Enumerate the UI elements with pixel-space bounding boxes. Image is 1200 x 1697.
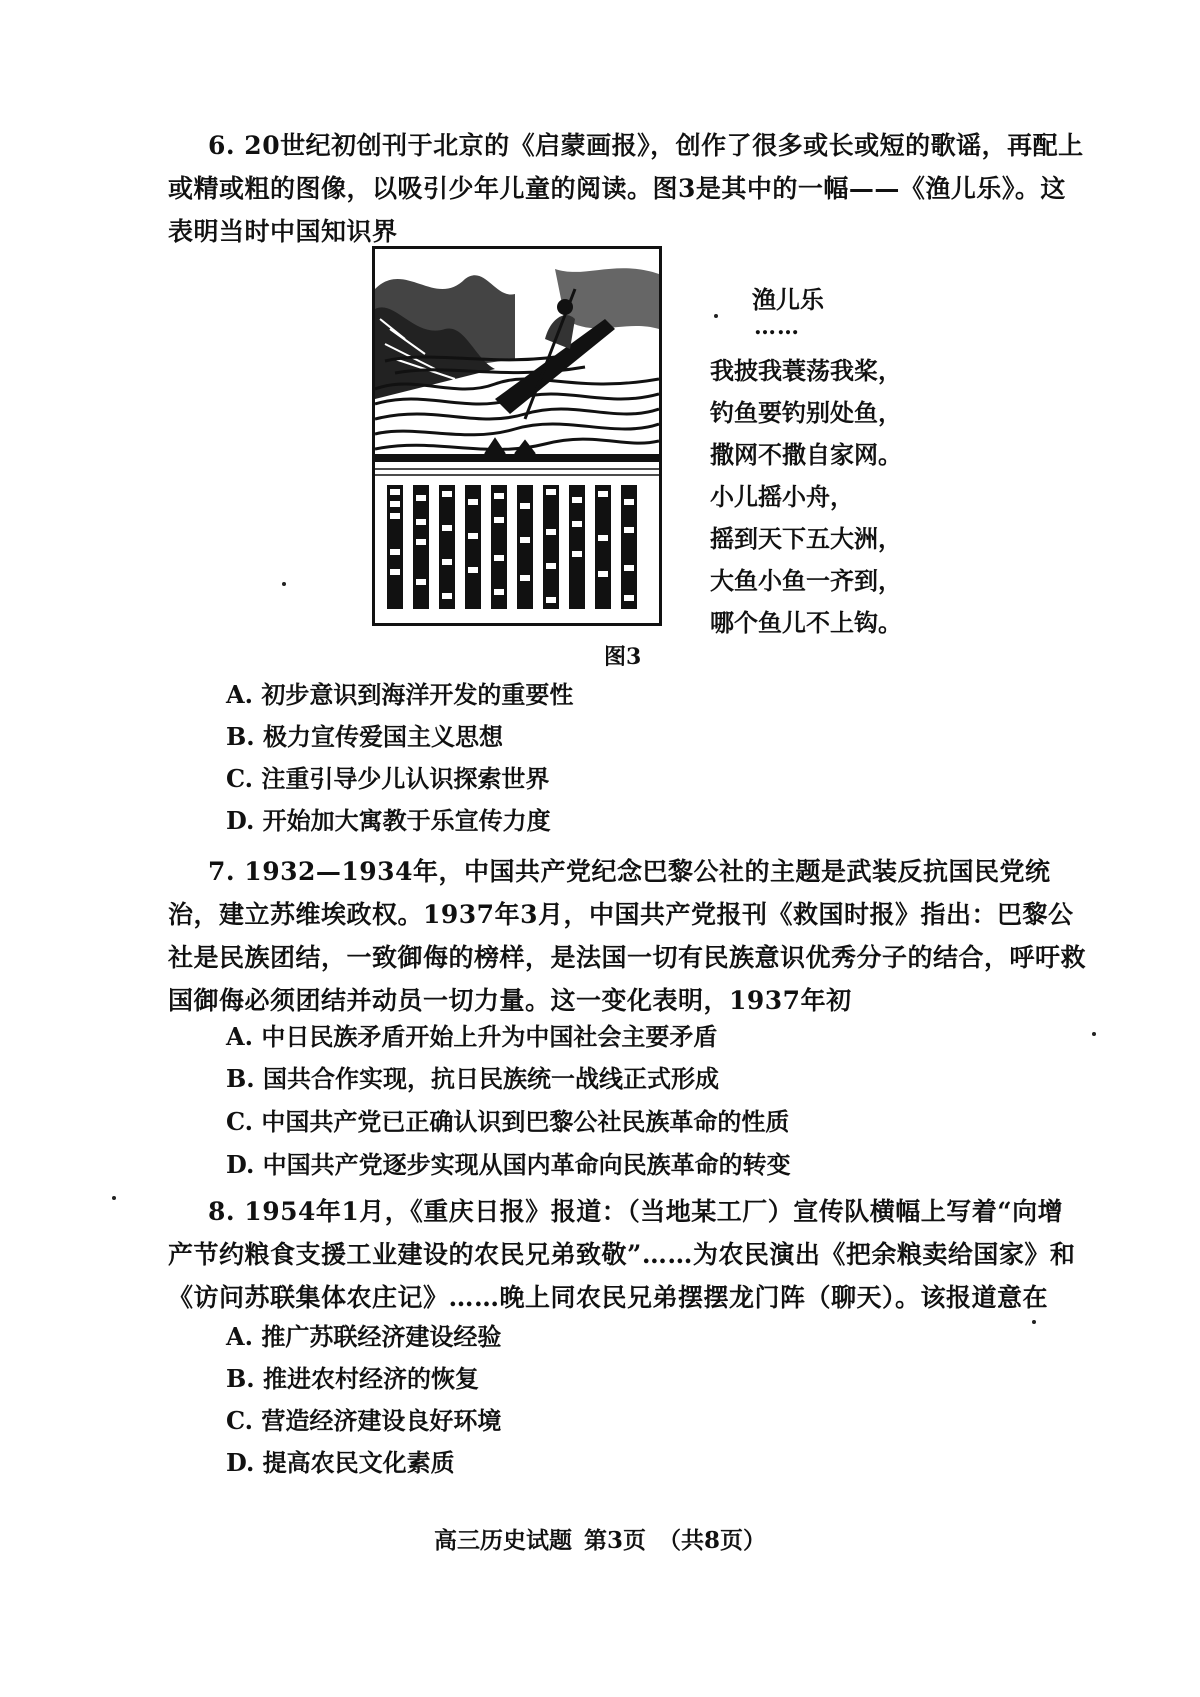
- poem-ellipsis: ……: [754, 314, 800, 340]
- question-7-option-c[interactable]: C. 中国共产党已正确认识到巴黎公社民族革命的性质: [226, 1107, 790, 1136]
- question-6-option-a[interactable]: A. 初步意识到海洋开发的重要性: [226, 680, 574, 709]
- footer-total-pages: （共8页）: [658, 1527, 767, 1554]
- question-8-option-c[interactable]: C. 营造经济建设良好环境: [226, 1406, 502, 1435]
- question-6-stem: 6. 20世纪初创刊于北京的《启蒙画报》，创作了很多或长或短的歌谣，再配上或精或粗的图像，以吸引少年儿童的阅读。图3是其中的一幅——《渔儿乐》。这表明当时中国知识界: [168, 131, 1084, 246]
- question-7-option-d[interactable]: D. 中国共产党逐步实现从国内革命向民族革命的转变: [226, 1150, 791, 1179]
- question-6-option-d[interactable]: D. 开始加大寓教于乐宣传力度: [226, 806, 551, 835]
- poem-line: 哪个鱼儿不上钩。: [710, 608, 902, 637]
- question-7-option-a[interactable]: A. 中日民族矛盾开始上升为中国社会主要矛盾: [226, 1022, 718, 1051]
- scan-speck: [1032, 1320, 1036, 1324]
- scan-speck: [112, 1196, 116, 1200]
- poem-lines: [710, 350, 902, 644]
- question-8-option-d[interactable]: D. 提高农民文化素质: [226, 1448, 455, 1477]
- question-7-option-b[interactable]: B. 国共合作实现，抗日民族统一战线正式形成: [226, 1064, 719, 1093]
- poem-line: 小儿摇小舟，: [710, 482, 854, 511]
- footer-page-number: 第3页: [583, 1527, 646, 1554]
- question-8-stem: 8. 1954年1月，《重庆日报》报道：（当地某工厂）宣传队横幅上写着“向增产节约粮食支援工业建设的农民兄弟致敬”……为农民演出《把余粮卖给国家》和《访问苏联集体农庄记》……晚上同农民兄弟摆摆龙门阵（聊天）。该报道意在: [168, 1197, 1076, 1312]
- question-8-option-a[interactable]: A. 推广苏联经济建设经验: [226, 1322, 502, 1351]
- question-8-option-b[interactable]: B. 推进农村经济的恢复: [226, 1364, 479, 1393]
- question-6-option-c[interactable]: C. 注重引导少儿认识探索世界: [226, 764, 550, 793]
- scan-speck: [1092, 1032, 1096, 1036]
- poem-title: 渔儿乐: [752, 285, 824, 314]
- woodcut-illustration: [372, 246, 662, 626]
- footer-subject: 高三历史试题: [433, 1527, 572, 1554]
- poem-line: 撒网不撒自家网。: [710, 440, 902, 469]
- scan-speck: [714, 314, 718, 318]
- figure-caption: 图3: [604, 644, 642, 670]
- poem-line: 大鱼小鱼一齐到，: [710, 566, 902, 595]
- question-7-stem: 7. 1932—1934年，中国共产党纪念巴黎公社的主题是武装反抗国民党统治，建立苏维埃政权。1937年3月，中国共产党报刊《救国时报》指出：巴黎公社是民族团结，一致御侮的榜样，是法国一切有民族意识优秀分子的结合，呼吁救国御侮必须团结并动员一切力量。这一变化表明，1937年初: [168, 857, 1087, 1015]
- poem-line: 摇到天下五大洲，: [710, 524, 902, 553]
- fisherman-woodcut-image: [375, 249, 659, 623]
- poem-line: 我披我蓑荡我桨，: [710, 356, 902, 385]
- page-footer: [0, 1522, 1200, 1555]
- scan-speck: [282, 582, 286, 586]
- poem-line: 钓鱼要钓别处鱼，: [710, 398, 902, 427]
- question-6-option-b[interactable]: B. 极力宣传爱国主义思想: [226, 722, 503, 751]
